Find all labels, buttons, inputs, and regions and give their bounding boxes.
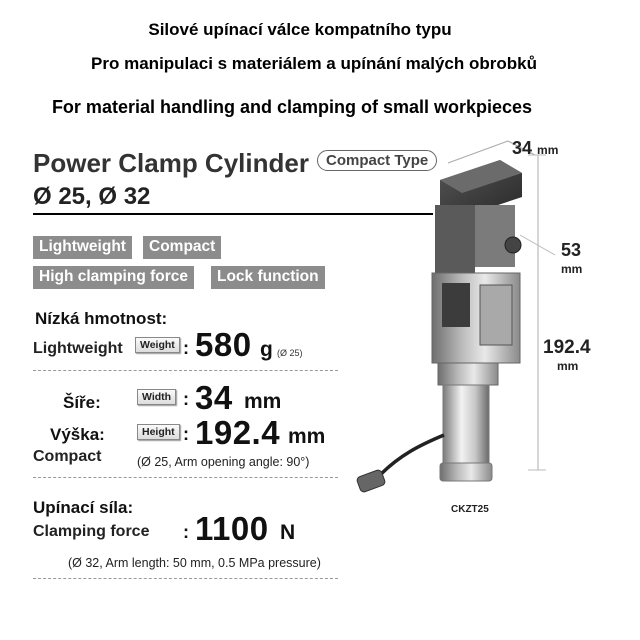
weight-unit: g [260, 338, 273, 361]
product-title: Power Clamp Cylinder [33, 148, 309, 178]
height-box: Height [137, 424, 180, 440]
tag-high-clamping-force: High clamping force [33, 266, 194, 289]
width-value: 34 [195, 379, 233, 416]
tag-lightweight: Lightweight [33, 236, 132, 259]
header-cz-line-2: Pro manipulaci s materiálem a upínání malých obrobků [91, 54, 537, 73]
weight-label-cz: Nízká hmotnost: [35, 309, 168, 328]
bore-sizes: Ø 25, Ø 32 [33, 183, 151, 210]
weight-value: 580 [195, 326, 252, 363]
weight-colon: : [183, 338, 189, 358]
header-cz-line-1: Silové upínací válce kompatního typu [148, 20, 452, 39]
model-label: CKZT25 [451, 504, 489, 515]
clamp-cylinder-illustration [340, 135, 640, 530]
height-colon: : [183, 424, 189, 444]
force-note: (Ø 32, Arm length: 50 mm, 0.5 MPa pressure) [68, 556, 321, 570]
weight-label-en: Lightweight [33, 340, 123, 357]
force-unit: N [280, 521, 296, 544]
compact-label-en: Compact [33, 448, 102, 465]
force-colon: : [183, 522, 189, 542]
dim-depth-unit: mm [561, 262, 583, 276]
divider [33, 578, 338, 579]
height-value: 192.4 [195, 414, 281, 451]
force-label-cz: Upínací síla: [33, 498, 134, 517]
tag-lock-function: Lock function [211, 266, 325, 289]
width-label-cz: Šíře: [63, 393, 101, 412]
dim-height-value: 192.4 [543, 337, 591, 358]
weight-box: Weight [135, 337, 180, 353]
divider [33, 370, 338, 371]
force-label-en: Clamping force [33, 523, 150, 540]
type-badge: Compact Type [317, 150, 437, 171]
height-label-cz: Výška: [50, 425, 105, 444]
divider [33, 477, 338, 478]
width-box: Width [137, 389, 176, 405]
width-unit: mm [244, 390, 282, 413]
weight-note: (Ø 25) [277, 348, 303, 358]
width-colon: : [183, 389, 189, 409]
dim-width-unit: mm [537, 143, 559, 157]
dim-width-value: 34 [512, 138, 533, 158]
force-value: 1100 [195, 510, 269, 547]
compact-note: (Ø 25, Arm opening angle: 90°) [137, 455, 310, 469]
tag-compact: Compact [143, 236, 221, 259]
dim-depth-value: 53 [561, 240, 582, 260]
dim-height-unit: mm [557, 359, 579, 373]
header-en-line: For material handling and clamping of small workpieces [51, 97, 533, 117]
height-unit: mm [288, 425, 326, 448]
